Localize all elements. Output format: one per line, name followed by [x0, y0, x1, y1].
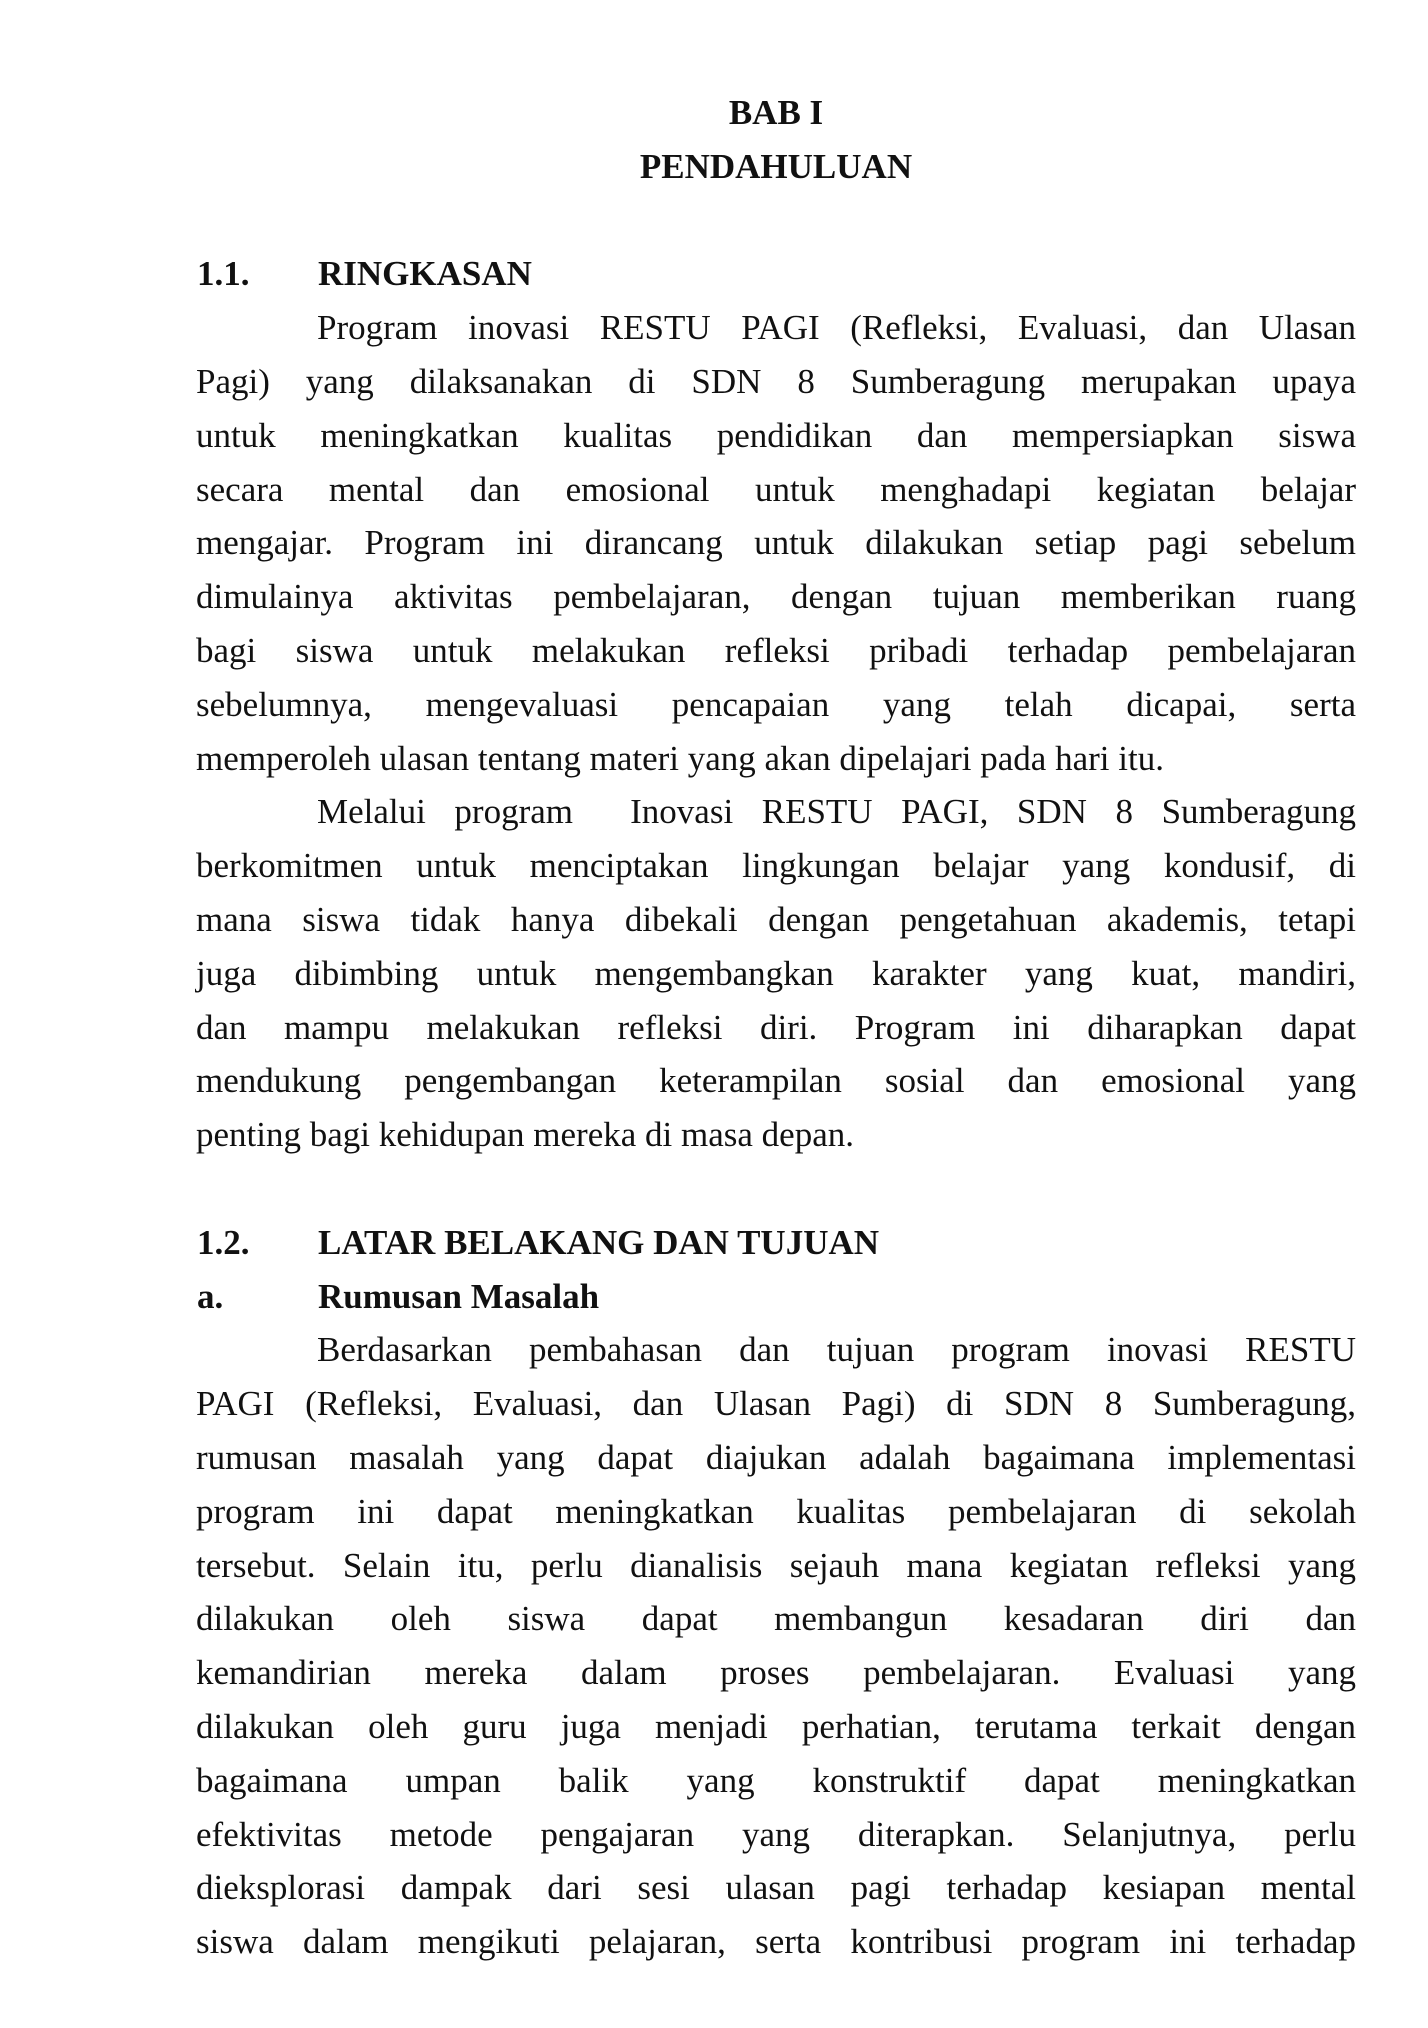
- paragraph-ringkasan-1: [196, 301, 1356, 785]
- paragraph-ringkasan-2: [196, 785, 1356, 1162]
- paragraph-line: memperoleh ulasan tentang materi yang akan dipelajari pada hari itu.: [196, 738, 1164, 778]
- paragraph-line: kemandirian mereka dalam proses pembelajaran. Evaluasi yang: [196, 1653, 1356, 1693]
- section-heading-1-2: [196, 1216, 1356, 1270]
- paragraph-line: dimulainya aktivitas pembelajaran, dengan tujuan memberikan ruang: [196, 577, 1356, 617]
- paragraph-line: efektivitas metode pengajaran yang diterapkan. Selanjutnya, perlu: [196, 1814, 1356, 1854]
- paragraph-rumusan-masalah: [196, 1323, 1356, 1969]
- paragraph-line: mengajar. Program ini dirancang untuk dilakukan setiap pagi sebelum: [196, 523, 1356, 563]
- paragraph-line: Pagi) yang dilaksanakan di SDN 8 Sumberagung merupakan upaya: [196, 361, 1356, 401]
- section-title: RINGKASAN: [318, 254, 532, 294]
- paragraph-line: untuk meningkatkan kualitas pendidikan dan mempersiapkan siswa: [196, 415, 1356, 455]
- paragraph-line: bagi siswa untuk melakukan refleksi pribadi terhadap pembelajaran: [196, 630, 1356, 670]
- chapter-label: BAB I: [728, 93, 824, 132]
- paragraph-line: PAGI (Refleksi, Evaluasi, dan Ulasan Pagi) di SDN 8 Sumberagung,: [196, 1384, 1356, 1424]
- paragraph-line: mana siswa tidak hanya dibekali dengan pengetahuan akademis, tetapi: [196, 899, 1356, 939]
- paragraph-line: sebelumnya, mengevaluasi pencapaian yang telah dicapai, serta: [196, 684, 1356, 724]
- paragraph-line: juga dibimbing untuk mengembangkan karakter yang kuat, mandiri,: [196, 953, 1356, 993]
- paragraph-line: dilakukan oleh siswa dapat membangun kesadaran diri dan: [196, 1599, 1356, 1639]
- section-number: 1.2.: [197, 1222, 250, 1262]
- paragraph-line: berkomitmen untuk menciptakan lingkungan belajar yang kondusif, di: [196, 846, 1356, 886]
- chapter-title: PENDAHULUAN: [639, 146, 913, 186]
- spacer: [196, 194, 1356, 248]
- paragraph-line: dieksplorasi dampak dari sesi ulasan pagi terhadap kesiapan mental: [196, 1868, 1356, 1908]
- section-heading-1-1: [196, 247, 1356, 301]
- subsection-heading-a: [196, 1270, 1356, 1324]
- paragraph-line: bagaimana umpan balik yang konstruktif dapat meningkatkan: [196, 1760, 1356, 1800]
- paragraph-line: penting bagi kehidupan mereka di masa depan.: [196, 1115, 854, 1155]
- paragraph-line: Melalui program Inovasi RESTU PAGI, SDN 8 Sumberagung: [317, 792, 1356, 832]
- paragraph-line: secara mental dan emosional untuk menghadapi kegiatan belajar: [196, 469, 1356, 509]
- paragraph-line: dilakukan oleh guru juga menjadi perhatian, terutama terkait dengan: [196, 1706, 1356, 1746]
- subsection-number: a.: [197, 1276, 224, 1316]
- paragraph-line: program ini dapat meningkatkan kualitas pembelajaran di sekolah: [196, 1491, 1356, 1531]
- paragraph-line: rumusan masalah yang dapat diajukan adalah bagaimana implementasi: [196, 1437, 1356, 1477]
- paragraph-line: siswa dalam mengikuti pelajaran, serta kontribusi program ini terhadap: [196, 1922, 1356, 1962]
- subsection-title: Rumusan Masalah: [318, 1276, 600, 1316]
- paragraph-line: Program inovasi RESTU PAGI (Refleksi, Evaluasi, dan Ulasan: [317, 308, 1356, 348]
- section-number: 1.1.: [197, 254, 250, 294]
- paragraph-line: dan mampu melakukan refleksi diri. Program ini diharapkan dapat: [196, 1007, 1356, 1047]
- paragraph-line: tersebut. Selain itu, perlu dianalisis sejauh mana kegiatan refleksi yang: [196, 1545, 1356, 1585]
- paragraph-line: mendukung pengembangan keterampilan sosial dan emosional yang: [196, 1061, 1356, 1101]
- section-title: LATAR BELAKANG DAN TUJUAN: [318, 1222, 880, 1262]
- spacer: [196, 1162, 1356, 1216]
- page-content: [196, 86, 1356, 1969]
- paragraph-line: Berdasarkan pembahasan dan tujuan program inovasi RESTU: [317, 1330, 1356, 1370]
